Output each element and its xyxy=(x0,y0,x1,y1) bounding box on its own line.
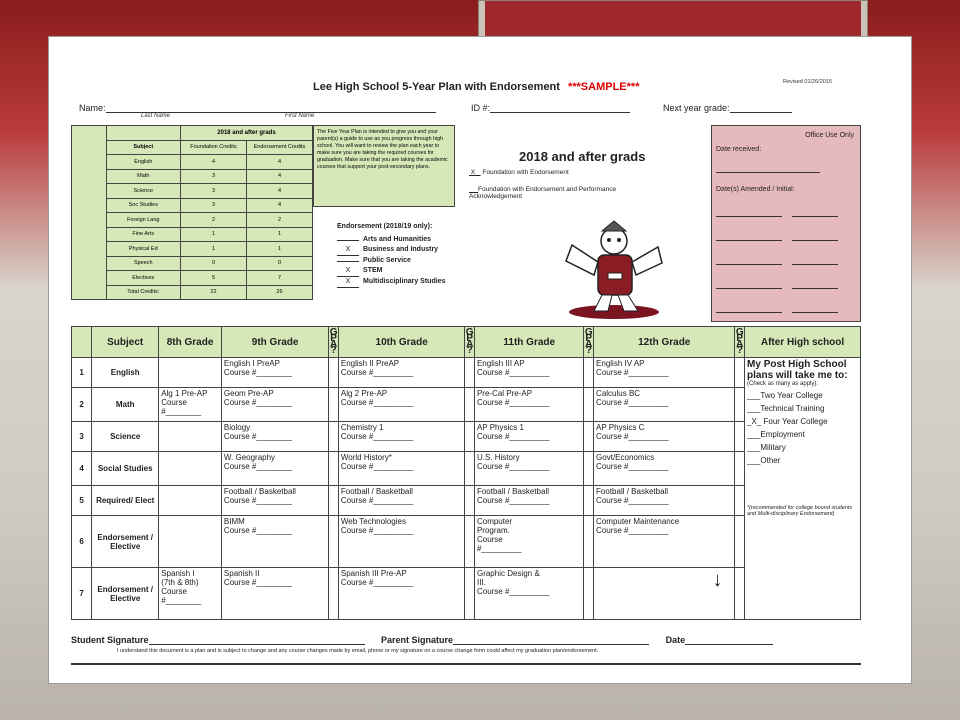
credits-subject-cell: Science xyxy=(106,184,180,199)
credits-endorsement-cell: 0 xyxy=(246,256,312,271)
gpa-cell[interactable] xyxy=(735,516,745,568)
mascot-image xyxy=(554,217,674,322)
name-field[interactable]: Name: xyxy=(79,103,436,113)
credits-subject-cell: Total Credits: xyxy=(106,285,180,300)
credits-col-endorsement: Endorsement Credits xyxy=(246,140,312,155)
col-8th: 8th Grade xyxy=(159,327,222,358)
row-number: 1 xyxy=(72,358,92,388)
gpa-cell[interactable] xyxy=(329,486,339,516)
sample-tag: ***SAMPLE*** xyxy=(567,81,640,93)
row-subject: Math xyxy=(92,388,159,422)
endorsement-option[interactable]: Public Service xyxy=(337,256,445,266)
after-footnote: *(recommended for college bound students and Multi-disciplinary Endorsement) xyxy=(747,505,853,517)
gpa-cell[interactable] xyxy=(735,568,745,620)
gpa-cell[interactable] xyxy=(735,486,745,516)
cell-10th[interactable]: Football / Basketball Course #_________ xyxy=(338,486,465,516)
cell-11th[interactable]: Graphic Design & III. Course #_________ xyxy=(474,568,584,620)
credits-foundation-cell: 3 xyxy=(180,198,246,213)
credits-subject-cell: English xyxy=(106,155,180,170)
row-number: 2 xyxy=(72,388,92,422)
credits-col-subject: Subject xyxy=(106,140,180,155)
endorsement-option[interactable]: X Multidisciplinary Studies xyxy=(337,277,445,288)
after-hint: (Check as many as apply): xyxy=(747,381,819,387)
signature-note: I understand this document is a plan and is subject to change and any course changes made by email, phone or my signature on a course change form could affect my graduation plan/endorsement. xyxy=(117,648,599,654)
cell-9th[interactable]: Biology Course #________ xyxy=(221,422,328,452)
date-received-label: Date received: xyxy=(716,146,762,153)
col-9th: 9th Grade xyxy=(221,327,328,358)
credits-endorsement-cell: 26 xyxy=(246,285,312,300)
id-field[interactable]: ID #: xyxy=(471,103,630,113)
credits-row xyxy=(72,155,313,170)
credits-row xyxy=(72,285,313,300)
credits-foundation-cell: 0 xyxy=(180,256,246,271)
cell-8th[interactable] xyxy=(159,486,222,516)
signature-line[interactable]: Student Signature Parent Signature Date xyxy=(71,635,773,645)
endorsement-option[interactable]: X STEM xyxy=(337,266,445,277)
cell-10th[interactable]: Web Technologies Course #_________ xyxy=(338,516,465,568)
credits-foundation-cell: 2 xyxy=(180,213,246,228)
credits-row xyxy=(72,198,313,213)
cell-12th[interactable]: English IV AP Course #_________ xyxy=(594,358,735,388)
cell-11th[interactable]: Computer Program. Course #_________ xyxy=(474,516,584,568)
office-use-box xyxy=(711,125,861,322)
credits-row xyxy=(72,169,313,184)
five-year-plan-table xyxy=(71,326,861,620)
cell-8th[interactable] xyxy=(159,516,222,568)
gpa-cell[interactable] xyxy=(735,358,745,388)
cell-10th[interactable]: Alg 2 Pre-AP Course #_________ xyxy=(338,388,465,422)
plan-row xyxy=(72,568,861,620)
row-subject: Social Studies xyxy=(92,452,159,486)
cell-10th[interactable]: English II PreAP Course #_________ xyxy=(338,358,465,388)
credits-endorsement-cell: 4 xyxy=(246,155,312,170)
col-subject: Subject xyxy=(92,327,159,358)
credits-endorsement-cell: 2 xyxy=(246,213,312,228)
after-option[interactable]: ___Technical Training xyxy=(747,404,825,413)
last-name-label: Last Name xyxy=(141,113,171,119)
after-option[interactable]: _X_ Four Year College xyxy=(747,417,828,426)
col-12th: 12th Grade xyxy=(594,327,735,358)
gpa-cell[interactable] xyxy=(465,516,475,568)
cell-8th[interactable] xyxy=(159,422,222,452)
credits-endorsement-cell: 1 xyxy=(246,242,312,257)
after-option[interactable]: ___Two Year College xyxy=(747,391,823,400)
option-performance[interactable]: Foundation with Endorsement and Performance Acknowledgement xyxy=(469,186,617,200)
after-option[interactable]: ___Other xyxy=(747,456,781,465)
row-subject: Required/ Elect xyxy=(92,486,159,516)
credits-table xyxy=(71,125,313,300)
credits-foundation-cell: 5 xyxy=(180,271,246,286)
gpa-cell[interactable] xyxy=(329,516,339,568)
row-number: 4 xyxy=(72,452,92,486)
after-option[interactable]: ___Employment xyxy=(747,430,805,439)
cell-11th[interactable]: AP Physics 1 Course #_________ xyxy=(474,422,584,452)
row-subject: English xyxy=(92,358,159,388)
grads-title: 2018 and after grads xyxy=(519,149,646,164)
credits-row xyxy=(72,271,313,286)
gpa-cell[interactable] xyxy=(465,486,475,516)
credits-subject-cell: Electives xyxy=(106,271,180,286)
credits-subject-cell: Math xyxy=(106,169,180,184)
credits-row xyxy=(72,213,313,228)
col-after: After High school xyxy=(745,327,861,358)
credits-row xyxy=(72,227,313,242)
after-option[interactable]: ___Military xyxy=(747,443,786,452)
plan-row xyxy=(72,516,861,568)
plan-row xyxy=(72,452,861,486)
credits-foundation-cell: 3 xyxy=(180,184,246,199)
credits-endorsement-cell: 1 xyxy=(246,227,312,242)
col-11th: 11th Grade xyxy=(474,327,584,358)
credits-endorsement-cell: 4 xyxy=(246,169,312,184)
gpa-cell[interactable] xyxy=(465,452,475,486)
gpa-cell[interactable] xyxy=(329,388,339,422)
cell-9th[interactable]: W. Geography Course #________ xyxy=(221,452,328,486)
gpa-cell[interactable] xyxy=(584,388,594,422)
endorsement-option[interactable]: X Business and Industry xyxy=(337,245,445,256)
cell-9th[interactable]: Spanish II Course #________ xyxy=(221,568,328,620)
gpa-cell[interactable] xyxy=(584,516,594,568)
endorsement-option[interactable]: Arts and Humanities xyxy=(337,235,445,245)
credits-foundation-cell: 22 xyxy=(180,285,246,300)
gpa-cell[interactable] xyxy=(735,422,745,452)
cell-11th[interactable]: Pre-Cal Pre-AP Course #_________ xyxy=(474,388,584,422)
after-school-plans xyxy=(745,358,861,620)
cell-12th[interactable]: ↓ xyxy=(594,568,735,620)
cell-8th[interactable]: Alg 1 Pre-AP Course #________ xyxy=(159,388,222,422)
row-subject: Science xyxy=(92,422,159,452)
next-grade-field[interactable]: Next year grade: xyxy=(663,103,792,113)
cell-11th[interactable]: U.S. History Course #_________ xyxy=(474,452,584,486)
credits-group-header: 2018 and after grads xyxy=(180,126,312,141)
row-number: 6 xyxy=(72,516,92,568)
gpa-cell[interactable] xyxy=(329,358,339,388)
credits-col-foundation: Foundation Credits xyxy=(180,140,246,155)
credits-subject-cell: Fine Arts xyxy=(106,227,180,242)
gpa-cell[interactable] xyxy=(584,358,594,388)
row-number: 7 xyxy=(72,568,92,620)
plan-row xyxy=(72,486,861,516)
cell-12th[interactable]: AP Physics C Course #_________ xyxy=(594,422,735,452)
gpa-cell[interactable] xyxy=(465,568,475,620)
cell-12th[interactable]: Computer Maintenance Course #_________ xyxy=(594,516,735,568)
cell-12th[interactable]: Calculus BC Course #_________ xyxy=(594,388,735,422)
plan-row xyxy=(72,422,861,452)
credits-subject-cell: Physical Ed xyxy=(106,242,180,257)
credits-row xyxy=(72,184,313,199)
cell-9th[interactable]: BIMM Course #________ xyxy=(221,516,328,568)
option-foundation[interactable]: X Foundation with Endorsement xyxy=(470,169,569,176)
cell-12th[interactable]: Football / Basketball Course #_________ xyxy=(594,486,735,516)
gpa-cell[interactable] xyxy=(584,452,594,486)
gpa-cell[interactable] xyxy=(465,388,475,422)
credits-foundation-cell: 1 xyxy=(180,242,246,257)
credits-endorsement-cell: 4 xyxy=(246,198,312,213)
col-10th: 10th Grade xyxy=(338,327,465,358)
cell-9th[interactable]: English I PreAP Course #________ xyxy=(221,358,328,388)
credits-foundation-cell: 3 xyxy=(180,169,246,184)
plan-row xyxy=(72,388,861,422)
cell-10th[interactable]: World History* Course #_________ xyxy=(338,452,465,486)
row-number: 3 xyxy=(72,422,92,452)
plan-row xyxy=(72,358,861,388)
row-subject: Endorsement / Elective xyxy=(92,516,159,568)
gpa-cell[interactable] xyxy=(584,422,594,452)
first-name-label: First Name xyxy=(285,113,315,119)
col-gpa-11: G P A ? xyxy=(584,327,593,356)
cell-10th[interactable]: Spanish III Pre-AP Course #_________ xyxy=(338,568,465,620)
gpa-cell[interactable] xyxy=(329,568,339,620)
credits-row xyxy=(72,242,313,257)
gpa-cell[interactable] xyxy=(584,568,594,620)
cell-10th[interactable]: Chemistry 1 Course #_________ xyxy=(338,422,465,452)
cell-11th[interactable]: English III AP Course #_________ xyxy=(474,358,584,388)
credits-endorsement-cell: 4 xyxy=(246,184,312,199)
gpa-cell[interactable] xyxy=(584,486,594,516)
cell-9th[interactable]: Football / Basketball Course #________ xyxy=(221,486,328,516)
revised-date: Revised 01/26/2015 xyxy=(783,79,832,85)
cell-12th[interactable]: Govt/Economics Course #_________ xyxy=(594,452,735,486)
gpa-cell[interactable] xyxy=(735,452,745,486)
purpose-text: The Five Year Plan is intended to give you and your parent(s) a guide to use as you progress through high school. You will want to review the plan each year to make sure you are taking the required courses for graduation. Make sure that you are taking the academic courses that support your post-secondary plans. xyxy=(313,125,455,207)
credits-subject-cell: Speech xyxy=(106,256,180,271)
gpa-cell[interactable] xyxy=(465,358,475,388)
credits-foundation-cell: 4 xyxy=(180,155,246,170)
col-gpa-10: G P A ? xyxy=(465,327,474,356)
date-amended-label: Date(s) Amended / Initial: xyxy=(716,186,795,193)
form-title: Lee High School 5-Year Plan with Endorsement ***SAMPLE*** xyxy=(313,81,640,93)
cell-9th[interactable]: Geom Pre-AP Course #________ xyxy=(221,388,328,422)
endorsement-section xyxy=(337,222,445,288)
gpa-cell[interactable] xyxy=(735,388,745,422)
col-gpa-9: G P A ? xyxy=(329,327,338,356)
gpa-cell[interactable] xyxy=(465,422,475,452)
cell-11th[interactable]: Football / Basketball Course #_________ xyxy=(474,486,584,516)
credits-endorsement-cell: 7 xyxy=(246,271,312,286)
credits-subject-cell: Foreign Lang xyxy=(106,213,180,228)
credits-row xyxy=(72,256,313,271)
endorsement-title: Endorsement (2018/19 only): xyxy=(337,223,433,230)
cell-8th[interactable]: Spanish I (7th & 8th) Course #________ xyxy=(159,568,222,620)
after-heading: My Post High School plans will take me to: xyxy=(747,359,848,381)
gpa-cell[interactable] xyxy=(329,452,339,486)
credits-subject-cell: Soc Studies xyxy=(106,198,180,213)
credits-foundation-cell: 1 xyxy=(180,227,246,242)
col-gpa-12: G P A ? xyxy=(735,327,744,356)
bottom-rule xyxy=(71,663,861,665)
row-number: 5 xyxy=(72,486,92,516)
gpa-cell[interactable] xyxy=(329,422,339,452)
cell-8th[interactable] xyxy=(159,358,222,388)
cell-8th[interactable] xyxy=(159,452,222,486)
office-use-title: Office Use Only xyxy=(805,132,854,139)
plan-document xyxy=(48,36,912,684)
row-subject: Endorsement / Elective xyxy=(92,568,159,620)
